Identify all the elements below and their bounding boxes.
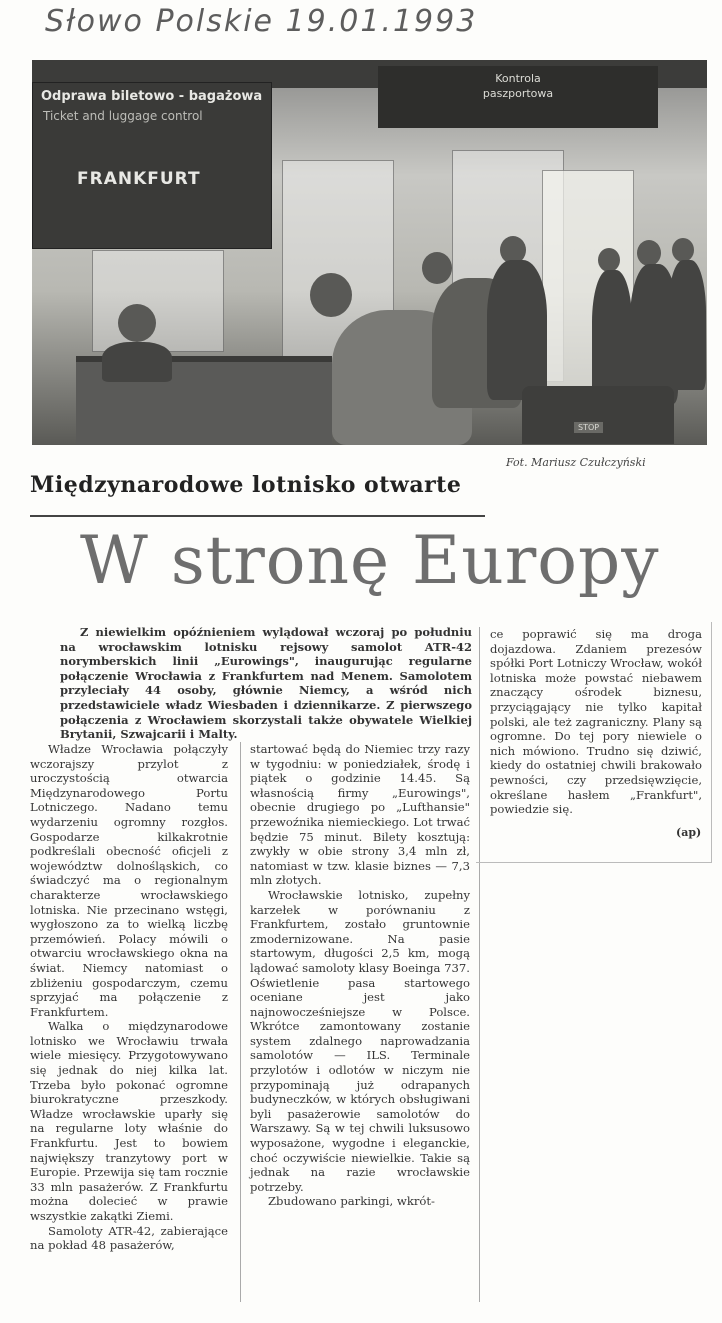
passport-control-sign <box>378 66 658 128</box>
paragraph: Wrocławskie lotnisko, zupełny karzełek w porównaniu z Frankfurtem, zostało gruntownie zmodernizowane. Na pasie startowym, długości 2,5 km, mogą lądować samoloty klasy Boeinga 737. Oświetlenie pasa startowego oceniane jest jako najnowocześniejsze w Polsce. Wkrótce zamontowany zostanie system zdalnego naprowadzania samolotów — ILS. Terminale przylotów i odlotów w niczym nie przypominają już odrapanych budyneczków, w których obsługiwani byli pasażerowie samolotów do Warszawy. Są w tej chwili luksusowo wyposażone, wygodne i eleganckie, choć oczywiście niewielkie. Takie są jednak na razie wrocławskie potrzeby. <box>250 887 470 1194</box>
kicker-underline <box>30 515 485 517</box>
passport-sign-line1: Kontrola <box>495 72 541 85</box>
stop-barrier <box>522 386 674 444</box>
paragraph: startować będą do Niemiec trzy razy w tygodniu: w poniedziałek, środę i piątek o godzinie 14.45. Są własnością firmy „Eurowings", obecnie drugiego po „Lufthansie" przewoźnika niemieckiego. Lot trwać będzie 75 minut. Bilety kosztują: zwykły w obie strony 3,4 mln zł, natomiast w tzw. klasie biznes — 7,3 mln złotych. <box>250 742 470 888</box>
paragraph: Władze Wrocławia połączyły wczorajszy przylot z uroczystością otwarcia Międzynarodowego Portu Lotniczego. Nadano temu wydarzeniu ogromny rozgłos. Gospodarze kilkakrotnie podkreślali obecność oficjeli z województw dolnośląskich, co świadczyć ma o regionalnym charakterze wrocławskiego lotniska. Nie przecinano wstęgi, wygłoszono za to wielką liczbę przemówień. Polacy mówili o otwarciu wrocławskiego okna na świat. Niemcy natomiast o zbliżeniu gospodarczym, czemu sprzyjać ma połączenie z Frankfurtem. <box>30 742 228 1019</box>
article-column-3 <box>490 627 702 817</box>
column-divider <box>240 742 241 1302</box>
column-divider <box>479 627 480 1302</box>
checkin-sign-line1: Odprawa biletowo - bagażowa <box>41 89 263 104</box>
paragraph: Samoloty ATR-42, zabierające na pokład 48 pasażerów, <box>30 1223 228 1253</box>
article-kicker: Międzynarodowe lotnisko otwarte <box>30 472 462 498</box>
article-photo <box>32 60 707 445</box>
paragraph: Zbudowano parkingi, wkrót- <box>268 1194 435 1209</box>
paragraph: Walka o międzynarodowe lotnisko we Wrocławiu trwała wiele miesięcy. Przygotowywano się jednak do niej kilka lat. Trzeba było pokonać ogromne biurokratyczne przeszkody. Władze wrocławskie uparły się na regularne loty właśnie do Frankfurtu. Jest to bowiem największy tranzytowy port w Europie. Przewija się tam rocznie 33 mln pasażerów. Z Frankfurtu można dolecieć w prawie wszystkie zakątki Ziemi. <box>30 1019 228 1223</box>
checkin-sign <box>32 82 272 249</box>
checkin-sign-destination: FRANKFURT <box>77 169 201 189</box>
article-column-2 <box>250 742 470 1209</box>
checkin-sign-line2: Ticket and luggage control <box>43 109 203 123</box>
article-lead: Z niewielkim opóźnieniem wylądował wczoraj po południu na wrocławskim lotnisku rejsowy samolot ATR-42 norymberskich linii „Eurowings", inaugurując regularne połączenie Wrocławia z Frankfurtem nad Menem. Samolotem przyleciały 44 osoby, głównie Niemcy, a wśród nich przedstawiciele władz Wiesbaden i dziennikarze. Z pierwszego połączenia z Wrocławiem skorzystali także obywatele Wielkiej Brytanii, Szwajcarii i Malty. <box>60 625 472 742</box>
photo-credit: Fot. Mariusz Czułczyński <box>506 456 646 469</box>
handwritten-date-note: Słowo Polskie 19.01.1993 <box>45 4 478 39</box>
article-headline: W stronę Europy <box>80 522 660 599</box>
article-column-1 <box>30 742 228 1253</box>
paragraph: ce poprawić się ma droga dojazdowa. Zdaniem prezesów spółki Port Lotniczy Wrocław, wokół lotniska może powstać niebawem znaczący ośrodek biznesu, przyciągający nie tylko kapitał polski, ale też zagraniczny. Plany są ogromne. Do tej pory niewiele o nich mówiono. Trudno się dziwić, kiedy do ostatniej chwili brakowało pewności, czy przedsięwzięcie, określane hasłem „Frankfurt", powiedzie się. <box>490 627 702 817</box>
passport-sign-line2: paszportowa <box>482 87 554 100</box>
stop-label: STOP <box>574 422 603 433</box>
author-signature: (ap) <box>676 826 702 839</box>
